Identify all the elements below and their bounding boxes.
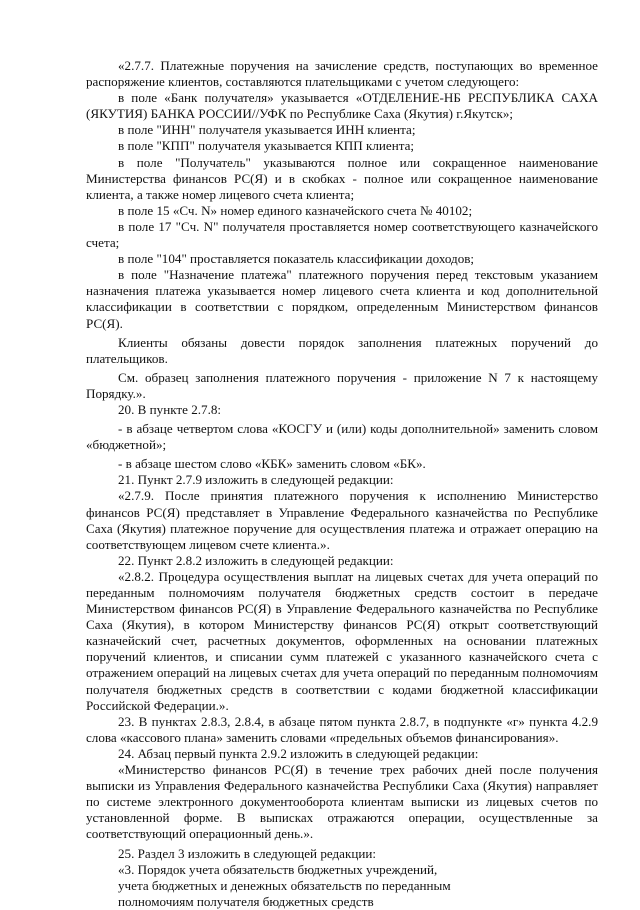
section-heading-line: учета бюджетных и денежных обязательств по переданным [118, 877, 451, 893]
paragraph: 20. В пункте 2.7.8: [118, 401, 222, 417]
paragraph: в поле «Банк получателя» указывается «ОТДЕЛЕНИЕ-НБ РЕСПУБЛИКА САХА (ЯКУТИЯ) БАНКА РОССИИ//УФК по Республике Саха (Якутия) г.Якутск»; [86, 90, 598, 122]
paragraph: Клиенты обязаны довести порядок заполнения платежных поручений до плательщиков. [86, 334, 598, 366]
section-heading-line: «3. Порядок учета обязательств бюджетных учреждений, [118, 861, 438, 877]
paragraph: в поле "КПП" получателя указывается КПП клиента; [118, 138, 415, 154]
section-heading-line: полномочиям получателя бюджетных средств [118, 893, 374, 909]
paragraph: в поле 17 "Сч. N" получателя проставляется номер соответствующего казначейского счета; [86, 218, 598, 251]
paragraph: «2.8.2. Процедура осуществления выплат на лицевых счетах для учета операций по переданным полномочиям получателя бюджетных средств состоит в передаче Министерством финансов РС(Я) в Управление Федерального казначейства по Республике Саха (Якутия), в котором Министерству финансов РС(Я) открыт соответствующий казначейский счет, расчетных документов, оформленных на основании платежных поручений клиентов, и списании сумм платежей с указанного казначейского счета с отражением операций на лицевых счетах для учета операций по переданным полномочиям получателя бюджетных средств в соответствии с кодами бюджетной классификации Российской Федерации.». [86, 568, 598, 713]
paragraph: «2.7.9. После принятия платежного поручения к исполнению Министерство финансов РС(Я) представляет в Управление Федерального казначейства по Республике Саха (Якутия) платежное поручение для осуществления платежа и отражает операцию на соответствующем лицевом счете клиента.». [86, 488, 598, 552]
paragraph: «Министерство финансов РС(Я) в течение трех рабочих дней после получения выписки из Управления Федерального казначейства Республики Саха (Якутия) направляет по системе электронного документооборота клиентам выписки из лицевых счетов по установленной форме. В выписках отражаются операции, осуществленные за соответствующий операционный день.». [86, 762, 598, 842]
paragraph: См. образец заполнения платежного поручения - приложение N 7 к настоящему Порядку.». [86, 369, 598, 401]
paragraph: в поле "Назначение платежа" платежного поручения перед текстовым указанием назначения платежа указывается номер лицевого счета клиента и код дополнительной классификации в соответствии с порядком, определенным Министерством финансов РС(Я). [86, 267, 598, 331]
paragraph: в поле "104" проставляется показатель классификации доходов; [118, 251, 475, 267]
document-body [86, 58, 598, 910]
paragraph: в поле "Получатель" указываются полное или сокращенное наименование Министерства финансов РС(Я) и в скобках - полное или сокращенное наименование клиента, а также номер лицевого счета клиента; [86, 154, 598, 202]
paragraph: - в абзаце шестом слово «КБК» заменить словом «БК». [118, 456, 426, 472]
paragraph: 25. Раздел 3 изложить в следующей редакции: [118, 845, 377, 861]
paragraph: 22. Пункт 2.8.2 изложить в следующей редакции: [118, 552, 394, 568]
paragraph: в поле "ИНН" получателя указывается ИНН клиента; [118, 122, 416, 138]
paragraph: 24. Абзац первый пункта 2.9.2 изложить в следующей редакции: [118, 745, 479, 761]
paragraph: в поле 15 «Сч. N» номер единого казначейского счета № 40102; [118, 202, 473, 218]
paragraph: - в абзаце четвертом слова «КОСГУ и (или) коды дополнительной» заменить словом «бюджетной»; [86, 421, 598, 453]
paragraph: «2.7.7. Платежные поручения на зачисление средств, поступающих во временное распоряжение клиентов, составляются плательщиками с учетом следующего: [86, 58, 598, 90]
paragraph: 21. Пункт 2.7.9 изложить в следующей редакции: [118, 472, 394, 488]
paragraph: 23. В пунктах 2.8.3, 2.8.4, в абзаце пятом пункта 2.8.7, в подпункте «г» пункта 4.2.9 слова «кассового плана» заменить словами «предельных объемов финансирования». [86, 713, 598, 745]
